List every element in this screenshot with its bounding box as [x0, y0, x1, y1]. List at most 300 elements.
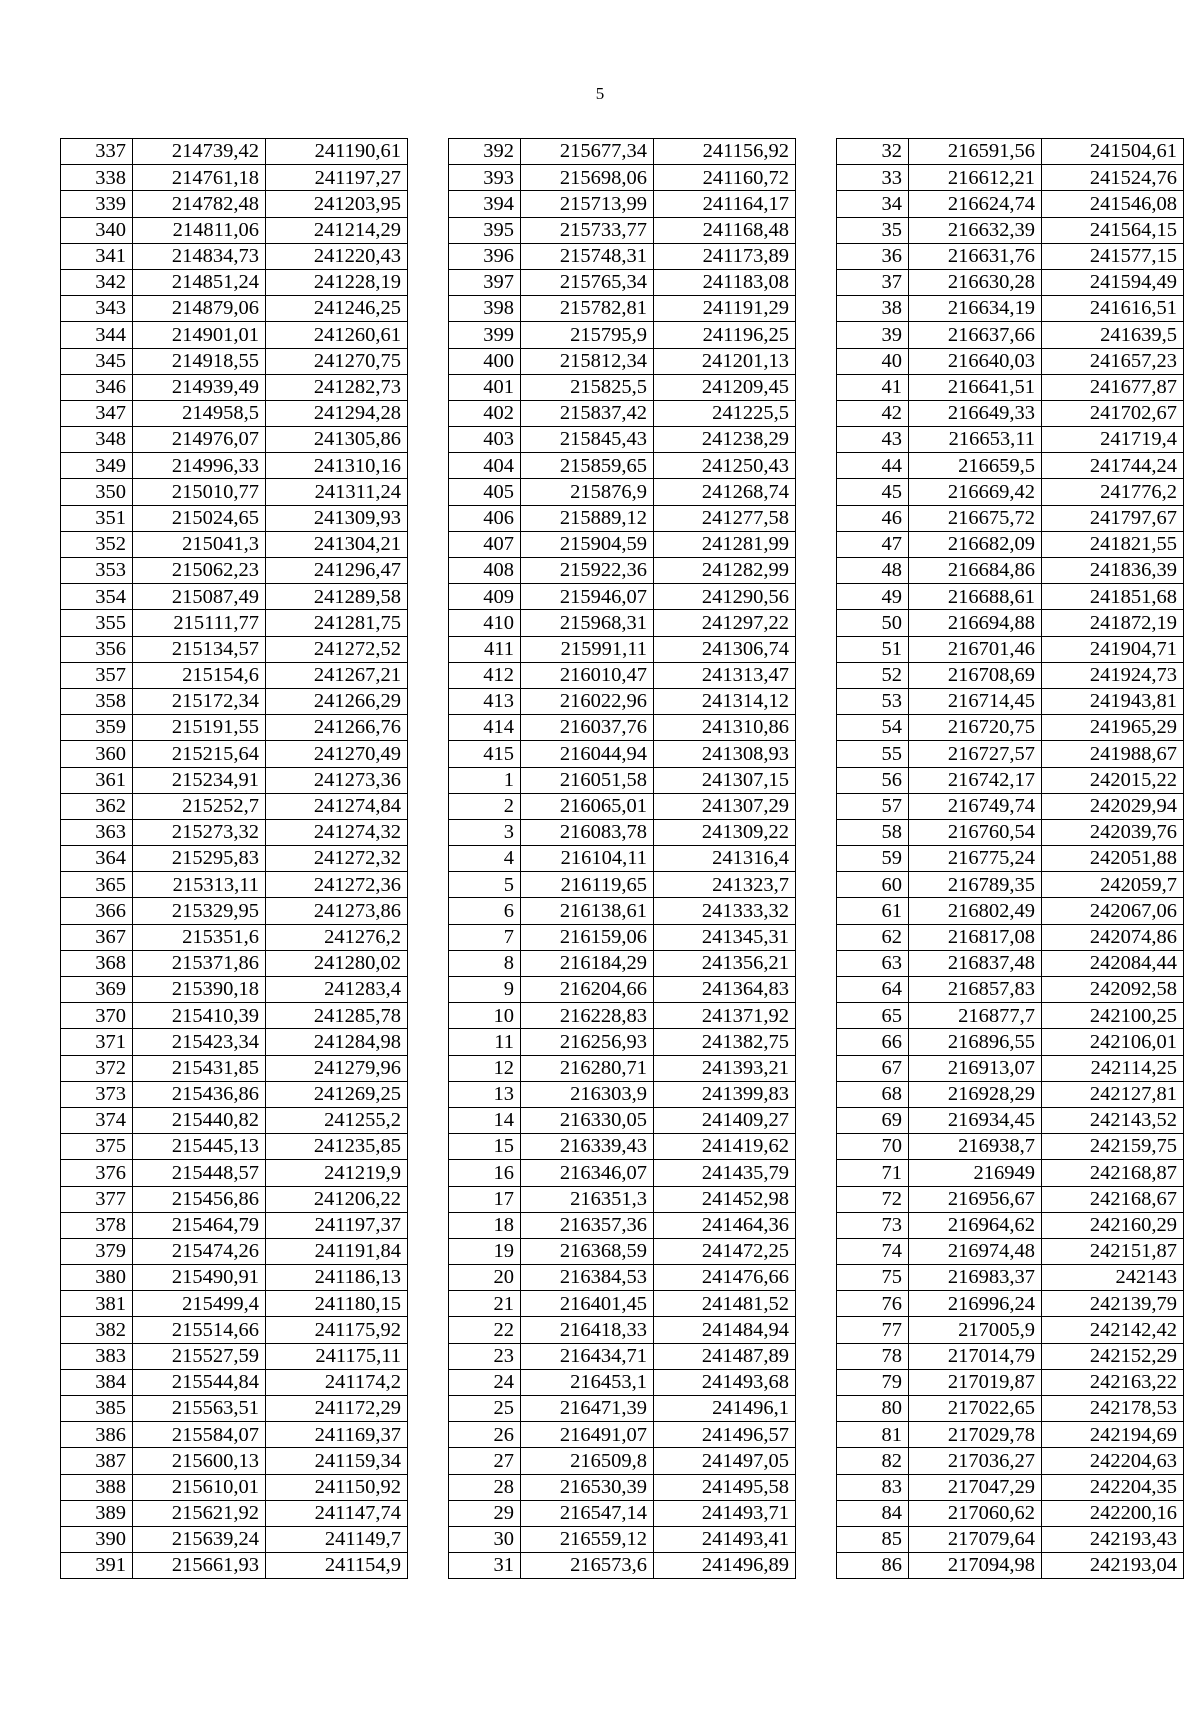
x-coordinate-cell: 215351,6 [133, 924, 266, 950]
point-number-cell: 350 [61, 479, 133, 505]
x-coordinate-cell: 216547,14 [521, 1500, 654, 1526]
y-coordinate-cell: 241272,52 [266, 636, 408, 662]
y-coordinate-cell: 241285,78 [266, 1003, 408, 1029]
y-coordinate-cell: 241147,74 [266, 1500, 408, 1526]
table-row [61, 243, 408, 269]
y-coordinate-cell: 241180,15 [266, 1291, 408, 1317]
point-number-cell: 14 [449, 1107, 521, 1133]
y-coordinate-cell: 241173,89 [654, 243, 796, 269]
x-coordinate-cell: 215600,13 [133, 1448, 266, 1474]
y-coordinate-cell: 241284,98 [266, 1029, 408, 1055]
point-number-cell: 78 [837, 1343, 909, 1369]
x-coordinate-cell: 216339,43 [521, 1134, 654, 1160]
table-row [837, 767, 1184, 793]
y-coordinate-cell: 241476,66 [654, 1265, 796, 1291]
x-coordinate-cell: 216418,33 [521, 1317, 654, 1343]
y-coordinate-cell: 241493,68 [654, 1369, 796, 1395]
table-row [837, 715, 1184, 741]
x-coordinate-cell: 216682,09 [909, 531, 1042, 557]
table-row [61, 741, 408, 767]
point-number-cell: 387 [61, 1448, 133, 1474]
x-coordinate-cell: 216913,07 [909, 1055, 1042, 1081]
x-coordinate-cell: 214996,33 [133, 453, 266, 479]
point-number-cell: 6 [449, 898, 521, 924]
x-coordinate-cell: 215410,39 [133, 1003, 266, 1029]
x-coordinate-cell: 216749,74 [909, 793, 1042, 819]
y-coordinate-cell: 241744,24 [1042, 453, 1184, 479]
table-row [837, 427, 1184, 453]
x-coordinate-cell: 215812,34 [521, 348, 654, 374]
table-row [61, 505, 408, 531]
x-coordinate-cell: 215252,7 [133, 793, 266, 819]
point-number-cell: 59 [837, 846, 909, 872]
table-row [837, 1107, 1184, 1133]
y-coordinate-cell: 241657,23 [1042, 348, 1184, 374]
point-number-cell: 412 [449, 662, 521, 688]
x-coordinate-cell: 216727,57 [909, 741, 1042, 767]
point-number-cell: 29 [449, 1500, 521, 1526]
table-row [837, 1212, 1184, 1238]
x-coordinate-cell: 215456,86 [133, 1186, 266, 1212]
y-coordinate-cell: 241306,74 [654, 636, 796, 662]
point-number-cell: 24 [449, 1369, 521, 1395]
y-coordinate-cell: 241943,81 [1042, 688, 1184, 714]
point-number-cell: 377 [61, 1186, 133, 1212]
point-number-cell: 371 [61, 1029, 133, 1055]
table-row [61, 1107, 408, 1133]
x-coordinate-cell: 214811,06 [133, 217, 266, 243]
y-coordinate-cell: 241154,9 [266, 1553, 408, 1579]
y-coordinate-cell: 241196,25 [654, 322, 796, 348]
y-coordinate-cell: 241270,75 [266, 348, 408, 374]
point-number-cell: 57 [837, 793, 909, 819]
point-number-cell: 12 [449, 1055, 521, 1081]
x-coordinate-cell: 216509,8 [521, 1448, 654, 1474]
y-coordinate-cell: 241272,36 [266, 872, 408, 898]
x-coordinate-cell: 215661,93 [133, 1553, 266, 1579]
point-number-cell: 337 [61, 139, 133, 165]
point-number-cell: 7 [449, 924, 521, 950]
table-row [61, 872, 408, 898]
y-coordinate-cell: 241276,2 [266, 924, 408, 950]
point-number-cell: 42 [837, 400, 909, 426]
x-coordinate-cell: 215172,34 [133, 688, 266, 714]
table-row [449, 269, 796, 295]
table-row [449, 191, 796, 217]
y-coordinate-cell: 241310,86 [654, 715, 796, 741]
point-number-cell: 48 [837, 558, 909, 584]
y-coordinate-cell: 241924,73 [1042, 662, 1184, 688]
point-number-cell: 65 [837, 1003, 909, 1029]
y-coordinate-cell: 241409,27 [654, 1107, 796, 1133]
x-coordinate-cell: 215991,11 [521, 636, 654, 662]
table-row [61, 479, 408, 505]
y-coordinate-cell: 241496,1 [654, 1396, 796, 1422]
y-coordinate-cell: 242160,29 [1042, 1212, 1184, 1238]
y-coordinate-cell: 242059,7 [1042, 872, 1184, 898]
y-coordinate-cell: 242039,76 [1042, 819, 1184, 845]
table-row [61, 1212, 408, 1238]
x-coordinate-cell: 214879,06 [133, 296, 266, 322]
table-row [837, 1474, 1184, 1500]
y-coordinate-cell: 241279,96 [266, 1055, 408, 1081]
x-coordinate-cell: 215514,66 [133, 1317, 266, 1343]
x-coordinate-cell: 216530,39 [521, 1474, 654, 1500]
x-coordinate-cell: 217019,87 [909, 1369, 1042, 1395]
point-number-cell: 368 [61, 950, 133, 976]
point-number-cell: 375 [61, 1134, 133, 1160]
x-coordinate-cell: 215134,57 [133, 636, 266, 662]
x-coordinate-cell: 215733,77 [521, 217, 654, 243]
table-row [61, 1265, 408, 1291]
y-coordinate-cell: 241164,17 [654, 191, 796, 217]
table-row [837, 1265, 1184, 1291]
table-row [61, 662, 408, 688]
table-row [61, 427, 408, 453]
table-row [61, 1369, 408, 1395]
point-number-cell: 69 [837, 1107, 909, 1133]
table-row [449, 636, 796, 662]
table-row [449, 1081, 796, 1107]
point-number-cell: 55 [837, 741, 909, 767]
y-coordinate-cell: 241356,21 [654, 950, 796, 976]
point-number-cell: 15 [449, 1134, 521, 1160]
y-coordinate-cell: 241821,55 [1042, 531, 1184, 557]
y-coordinate-cell: 241238,29 [654, 427, 796, 453]
table-row [837, 1055, 1184, 1081]
point-number-cell: 83 [837, 1474, 909, 1500]
table-row [837, 479, 1184, 505]
x-coordinate-cell: 215584,07 [133, 1422, 266, 1448]
y-coordinate-cell: 241281,75 [266, 610, 408, 636]
table-row [837, 662, 1184, 688]
x-coordinate-cell: 215527,59 [133, 1343, 266, 1369]
table-row [837, 453, 1184, 479]
y-coordinate-cell: 241270,49 [266, 741, 408, 767]
y-coordinate-cell: 241219,9 [266, 1160, 408, 1186]
point-number-cell: 414 [449, 715, 521, 741]
table-row [837, 165, 1184, 191]
x-coordinate-cell: 215795,9 [521, 322, 654, 348]
table-row [61, 217, 408, 243]
x-coordinate-cell: 215062,23 [133, 558, 266, 584]
y-coordinate-cell: 241206,22 [266, 1186, 408, 1212]
y-coordinate-cell: 241174,2 [266, 1369, 408, 1395]
point-number-cell: 373 [61, 1081, 133, 1107]
y-coordinate-cell: 241904,71 [1042, 636, 1184, 662]
y-coordinate-cell: 241273,36 [266, 767, 408, 793]
point-number-cell: 80 [837, 1396, 909, 1422]
point-number-cell: 398 [449, 296, 521, 322]
point-number-cell: 43 [837, 427, 909, 453]
x-coordinate-cell: 217036,27 [909, 1448, 1042, 1474]
table-row [449, 453, 796, 479]
x-coordinate-cell: 215087,49 [133, 584, 266, 610]
table-row [61, 584, 408, 610]
table-row [449, 793, 796, 819]
point-number-cell: 405 [449, 479, 521, 505]
table-row [449, 898, 796, 924]
x-coordinate-cell: 216640,03 [909, 348, 1042, 374]
table-row [449, 977, 796, 1003]
x-coordinate-cell: 216708,69 [909, 662, 1042, 688]
x-coordinate-cell: 215748,31 [521, 243, 654, 269]
table-row [449, 479, 796, 505]
y-coordinate-cell: 241309,22 [654, 819, 796, 845]
point-number-cell: 22 [449, 1317, 521, 1343]
x-coordinate-cell: 217079,64 [909, 1526, 1042, 1552]
table-row [61, 793, 408, 819]
point-number-cell: 382 [61, 1317, 133, 1343]
y-coordinate-cell: 241203,95 [266, 191, 408, 217]
table-row [837, 558, 1184, 584]
point-number-cell: 408 [449, 558, 521, 584]
point-number-cell: 39 [837, 322, 909, 348]
table-row [61, 1500, 408, 1526]
table-row [61, 400, 408, 426]
x-coordinate-cell: 216938,7 [909, 1134, 1042, 1160]
x-coordinate-cell: 215782,81 [521, 296, 654, 322]
table-row [837, 610, 1184, 636]
x-coordinate-cell: 216802,49 [909, 898, 1042, 924]
table-row [449, 584, 796, 610]
y-coordinate-cell: 241304,21 [266, 531, 408, 557]
y-coordinate-cell: 241504,61 [1042, 139, 1184, 165]
x-coordinate-cell: 216351,3 [521, 1186, 654, 1212]
y-coordinate-cell: 241872,19 [1042, 610, 1184, 636]
y-coordinate-cell: 241836,39 [1042, 558, 1184, 584]
point-number-cell: 364 [61, 846, 133, 872]
point-number-cell: 385 [61, 1396, 133, 1422]
point-number-cell: 389 [61, 1500, 133, 1526]
x-coordinate-cell: 216964,62 [909, 1212, 1042, 1238]
point-number-cell: 393 [449, 165, 521, 191]
table-row [449, 1238, 796, 1264]
table-row [837, 1422, 1184, 1448]
table-row [449, 427, 796, 453]
point-number-cell: 365 [61, 872, 133, 898]
x-coordinate-cell: 216453,1 [521, 1369, 654, 1395]
table-row [837, 1238, 1184, 1264]
point-number-cell: 56 [837, 767, 909, 793]
y-coordinate-cell: 241168,48 [654, 217, 796, 243]
table-row [449, 1265, 796, 1291]
point-number-cell: 51 [837, 636, 909, 662]
y-coordinate-cell: 242159,75 [1042, 1134, 1184, 1160]
point-number-cell: 18 [449, 1212, 521, 1238]
x-coordinate-cell: 216280,71 [521, 1055, 654, 1081]
table-row [61, 348, 408, 374]
point-number-cell: 386 [61, 1422, 133, 1448]
point-number-cell: 5 [449, 872, 521, 898]
point-number-cell: 401 [449, 374, 521, 400]
table-row [837, 531, 1184, 557]
point-number-cell: 45 [837, 479, 909, 505]
x-coordinate-cell: 216357,36 [521, 1212, 654, 1238]
point-number-cell: 74 [837, 1238, 909, 1264]
table-row [61, 950, 408, 976]
y-coordinate-cell: 241149,7 [266, 1526, 408, 1552]
y-coordinate-cell: 241214,29 [266, 217, 408, 243]
table-row [837, 1081, 1184, 1107]
x-coordinate-cell: 216934,45 [909, 1107, 1042, 1133]
x-coordinate-cell: 217022,65 [909, 1396, 1042, 1422]
table-row [837, 1029, 1184, 1055]
point-number-cell: 71 [837, 1160, 909, 1186]
point-number-cell: 379 [61, 1238, 133, 1264]
point-number-cell: 75 [837, 1265, 909, 1291]
y-coordinate-cell: 242114,25 [1042, 1055, 1184, 1081]
table-row [837, 977, 1184, 1003]
y-coordinate-cell: 241289,58 [266, 584, 408, 610]
table-row [61, 1160, 408, 1186]
table-row [837, 636, 1184, 662]
x-coordinate-cell: 215490,91 [133, 1265, 266, 1291]
point-number-cell: 62 [837, 924, 909, 950]
point-number-cell: 79 [837, 1369, 909, 1395]
table-row [837, 400, 1184, 426]
x-coordinate-cell: 215610,01 [133, 1474, 266, 1500]
point-number-cell: 399 [449, 322, 521, 348]
x-coordinate-cell: 215436,86 [133, 1081, 266, 1107]
point-number-cell: 68 [837, 1081, 909, 1107]
y-coordinate-cell: 241364,83 [654, 977, 796, 1003]
table-row [61, 1553, 408, 1579]
x-coordinate-cell: 215111,77 [133, 610, 266, 636]
y-coordinate-cell: 241277,58 [654, 505, 796, 531]
table-row [449, 688, 796, 714]
y-coordinate-cell: 241268,74 [654, 479, 796, 505]
y-coordinate-cell: 241464,36 [654, 1212, 796, 1238]
x-coordinate-cell: 216104,11 [521, 846, 654, 872]
point-number-cell: 76 [837, 1291, 909, 1317]
x-coordinate-cell: 215273,32 [133, 819, 266, 845]
table-row [61, 1317, 408, 1343]
point-number-cell: 50 [837, 610, 909, 636]
table-row [449, 1448, 796, 1474]
y-coordinate-cell: 242204,63 [1042, 1448, 1184, 1474]
point-number-cell: 400 [449, 348, 521, 374]
x-coordinate-cell: 216022,96 [521, 688, 654, 714]
y-coordinate-cell: 241186,13 [266, 1265, 408, 1291]
point-number-cell: 52 [837, 662, 909, 688]
x-coordinate-cell: 217014,79 [909, 1343, 1042, 1369]
x-coordinate-cell: 216037,76 [521, 715, 654, 741]
table-row [449, 374, 796, 400]
y-coordinate-cell: 241371,92 [654, 1003, 796, 1029]
table-row [61, 1474, 408, 1500]
point-number-cell: 362 [61, 793, 133, 819]
point-number-cell: 397 [449, 269, 521, 295]
y-coordinate-cell: 241419,62 [654, 1134, 796, 1160]
point-number-cell: 357 [61, 662, 133, 688]
y-coordinate-cell: 241282,73 [266, 374, 408, 400]
x-coordinate-cell: 216632,39 [909, 217, 1042, 243]
point-number-cell: 10 [449, 1003, 521, 1029]
x-coordinate-cell: 217005,9 [909, 1317, 1042, 1343]
x-coordinate-cell: 215474,26 [133, 1238, 266, 1264]
point-number-cell: 374 [61, 1107, 133, 1133]
x-coordinate-cell: 216384,53 [521, 1265, 654, 1291]
x-coordinate-cell: 216044,94 [521, 741, 654, 767]
y-coordinate-cell: 241160,72 [654, 165, 796, 191]
point-number-cell: 46 [837, 505, 909, 531]
y-coordinate-cell: 241484,94 [654, 1317, 796, 1343]
y-coordinate-cell: 241333,32 [654, 898, 796, 924]
x-coordinate-cell: 216119,65 [521, 872, 654, 898]
y-coordinate-cell: 241209,45 [654, 374, 796, 400]
point-number-cell: 402 [449, 400, 521, 426]
table-row [61, 191, 408, 217]
point-number-cell: 31 [449, 1553, 521, 1579]
x-coordinate-cell: 215390,18 [133, 977, 266, 1003]
x-coordinate-cell: 216368,59 [521, 1238, 654, 1264]
x-coordinate-cell: 215544,84 [133, 1369, 266, 1395]
x-coordinate-cell: 216624,74 [909, 191, 1042, 217]
table-row [61, 531, 408, 557]
x-coordinate-cell: 215329,95 [133, 898, 266, 924]
x-coordinate-cell: 216065,01 [521, 793, 654, 819]
table-row [837, 505, 1184, 531]
point-number-cell: 347 [61, 400, 133, 426]
x-coordinate-cell: 215639,24 [133, 1526, 266, 1552]
table-row [61, 819, 408, 845]
table-row [449, 165, 796, 191]
x-coordinate-cell: 216051,58 [521, 767, 654, 793]
point-number-cell: 390 [61, 1526, 133, 1552]
table-row [61, 269, 408, 295]
y-coordinate-cell: 241481,52 [654, 1291, 796, 1317]
y-coordinate-cell: 241323,7 [654, 872, 796, 898]
y-coordinate-cell: 241496,89 [654, 1553, 796, 1579]
x-coordinate-cell: 216138,61 [521, 898, 654, 924]
point-number-cell: 406 [449, 505, 521, 531]
table-row [61, 1448, 408, 1474]
table-row [449, 1526, 796, 1552]
table-row [449, 139, 796, 165]
x-coordinate-cell: 216760,54 [909, 819, 1042, 845]
y-coordinate-cell: 241497,05 [654, 1448, 796, 1474]
x-coordinate-cell: 216204,66 [521, 977, 654, 1003]
point-number-cell: 16 [449, 1160, 521, 1186]
y-coordinate-cell: 242142,42 [1042, 1317, 1184, 1343]
point-number-cell: 84 [837, 1500, 909, 1526]
y-coordinate-cell: 241546,08 [1042, 191, 1184, 217]
table-row [837, 1369, 1184, 1395]
table-row [61, 322, 408, 348]
x-coordinate-cell: 216631,76 [909, 243, 1042, 269]
y-coordinate-cell: 241719,4 [1042, 427, 1184, 453]
x-coordinate-cell: 214834,73 [133, 243, 266, 269]
y-coordinate-cell: 242204,35 [1042, 1474, 1184, 1500]
point-number-cell: 70 [837, 1134, 909, 1160]
point-number-cell: 353 [61, 558, 133, 584]
y-coordinate-cell: 241191,29 [654, 296, 796, 322]
y-coordinate-cell: 242100,25 [1042, 1003, 1184, 1029]
y-coordinate-cell: 241487,89 [654, 1343, 796, 1369]
x-coordinate-cell: 215713,99 [521, 191, 654, 217]
table-row [837, 1134, 1184, 1160]
table-row [837, 139, 1184, 165]
point-number-cell: 360 [61, 741, 133, 767]
x-coordinate-cell: 216401,45 [521, 1291, 654, 1317]
y-coordinate-cell: 241452,98 [654, 1186, 796, 1212]
x-coordinate-cell: 215448,57 [133, 1160, 266, 1186]
point-number-cell: 34 [837, 191, 909, 217]
x-coordinate-cell: 214939,49 [133, 374, 266, 400]
table-row [449, 322, 796, 348]
y-coordinate-cell: 242074,86 [1042, 924, 1184, 950]
